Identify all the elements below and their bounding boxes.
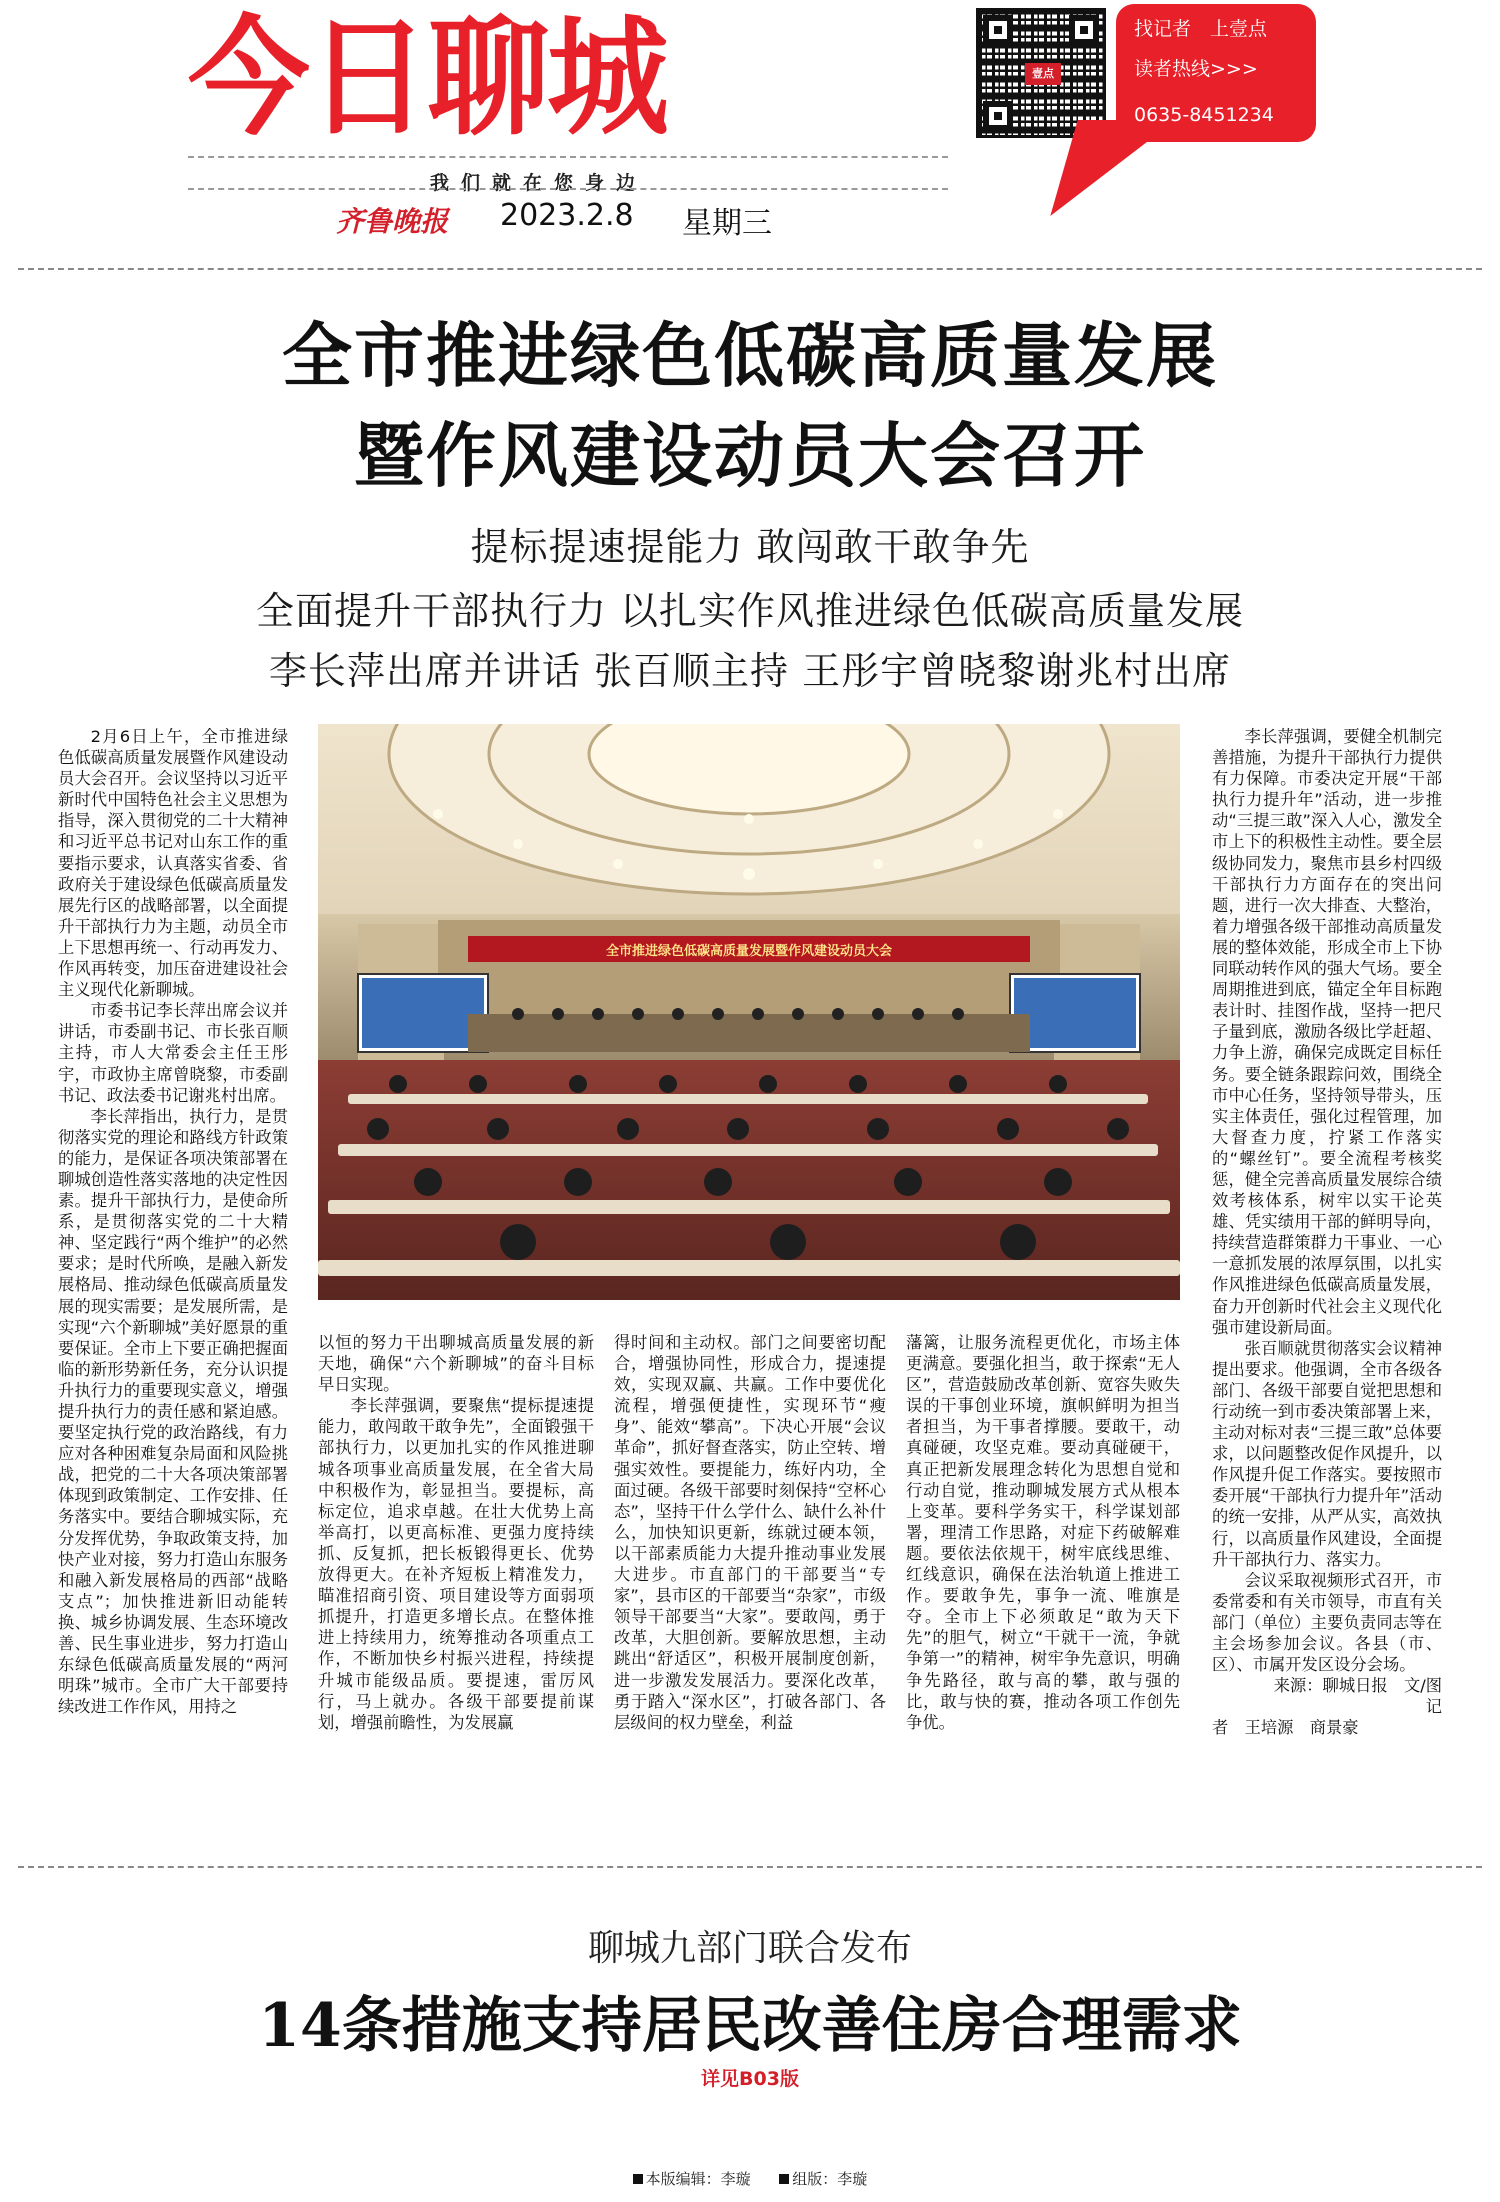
- paragraph: 会议采取视频形式召开，市委常委和有关市领导，市直有关部门（单位）主要负责同志等在主会场参加会议。各县（市、区）、市属开发区设分会场。: [1212, 1570, 1442, 1675]
- masthead: [0, 0, 1500, 270]
- paragraph: 2月6日上午，全市推进绿色低碳高质量发展暨作风建设动员大会召开。会议坚持以习近平新时代中国特色社会主义思想为指导，深入贯彻党的二十大精神和习近平总书记对山东工作的重要指示要求，认真落实省委、省政府关于建设绿色低碳高质量发展先行区的战略部署，以全面提升干部执行力为主题，动员全市上下思想再统一、行动再发力、作风再转变，加压奋进建设社会主义现代化新聊城。: [58, 727, 288, 1000]
- masthead-divider: [18, 268, 1482, 270]
- paragraph: 得时间和主动权。部门之间要密切配合，增强协同性，形成合力，提速提效，实现双赢、共赢。工作中要优化流程，增强便捷性，实现环节“瘦身”、能效“攀高”。下决心开展“会议革命”，抓好督查落实，防止空转、增强实效性。要提能力，练好内功，全面过硬。各级干部要时刻保持“空杯心态”，坚持干什么学什么、缺什么补什么，加快知识更新，练就过硬本领，以干部素质能力大提升推动事业发展大进步。市直部门的干部要当“专家”，县市区的干部要当“杂家”，市级领导干部要当“大家”。要敢闯，勇于改革，大胆创新。要解放思想，主动跳出“舒适区”，积极开展制度创新，进一步激发发展活力。要深化改革，勇于踏入“深水区”，打破各部门、各层级间的权力壁垒，利益: [614, 1333, 886, 1732]
- headline-line-1: 全市推进绿色低碳高质量发展: [282, 314, 1218, 397]
- qr-code-icon[interactable]: [976, 8, 1106, 138]
- masthead-brand: 齐鲁晚报: [336, 205, 449, 238]
- byline: 来源：聊城日报 文/图 记: [1273, 1676, 1459, 1717]
- article-column-4: [906, 1332, 1180, 1733]
- headline-line-2: 暨作风建设动员大会召开: [354, 414, 1146, 497]
- article-column-3: [614, 1332, 886, 1733]
- square-bullet-icon: [779, 2174, 789, 2184]
- masthead-title: 今日聊城: [188, 4, 667, 153]
- page-footer: [0, 2168, 1500, 2189]
- paragraph: 以恒的努力干出聊城高质量发展的新天地，确保“六个新聊城”的奋斗目标早日实现。: [318, 1333, 594, 1395]
- paragraph: 张百顺就贯彻落实会议精神提出要求。他强调，全市各级各部门、各级干部要自觉把思想和行动统一到市委决策部署上来，主动对标对表“三提三敢”总体要求，以问题整改促作风提升，以作风提升促工作落实。要按照市委开展“干部执行力提升年”活动的统一安排，从严从实，高效执行，以高质量作风建设，全面提升干部执行力、落实力。: [1212, 1338, 1442, 1569]
- paragraph: 李长萍指出，执行力，是贯彻落实党的理论和路线方针政策的能力，是保证各项决策部署在聊城创造性落实落地的决定性因素。提升干部执行力，是使命所系，是贯彻落实党的二十大精神、坚定践行“两个维护”的必然要求；是时代所唤，是融入新发展格局、推动绿色低碳高质量发展的现实需要；是发展所需，是实现“六个新聊城”美好愿景的重要保证。全市上下要正确把握面临的新形势新任务，充分认识提升执行力的重要现实意义，增强提升执行力的责任感和紧迫感。要坚定执行党的政治路线，有力应对各种困难复杂局面和风险挑战，把党的二十大各项决策部署体现到政策制定、工作安排、任务落实中。要结合聊城实际，充分发挥优势，争取政策支持，加快产业对接，努力打造山东服务和融入新发展格局的西部“战略支点”；加快推进新旧动能转换、城乡协调发展、生态环境改善、民生事业进步，努力打造山东绿色低碳高质量发展的“两河明珠”城市。全市广大干部要持续改进工作作风，用持之: [58, 1106, 288, 1717]
- bubble-find-reporter: 找记者 上壹点: [1134, 18, 1268, 40]
- subheadline-2: 全面提升干部执行力 以扎实作风推进绿色低碳高质量发展: [255, 589, 1245, 633]
- article-column-1: [58, 726, 288, 1717]
- footer-editor: 本版编辑：李璇: [645, 2170, 751, 2188]
- masthead-slogan: 我们就在您身边: [430, 172, 648, 194]
- subheadline-3: 李长萍出席并讲话 张百顺主持 王彤宇曾晓黎谢兆村出席: [268, 649, 1232, 693]
- subheadline-1: 提标提速提能力 敢闯敢干敢争先: [470, 525, 1030, 569]
- photo-banner-text: 全市推进绿色低碳高质量发展暨作风建设动员大会: [605, 944, 893, 959]
- paragraph: 李长萍强调，要聚焦“提标提速提能力，敢闯敢干敢争先”，全面锻强干部执行力，以更加扎实的作风推进聊城各项事业高质量发展，在全省大局中积极作为，彰显担当。要提标，高标定位，追求卓越。在壮大优势上高举高打，以更高标准、更强力度持续抓、反复抓，把长板锻得更长、优势放得更大。在补齐短板上精准发力，瞄准招商引资、项目建设等方面弱项抓提升，打造更多增长点。在整体推进上持续用力，统筹推动各项重点工作，不断加快乡村振兴进程，持续提升城市能级品质。要提速，雷厉风行，马上就办。各级干部要提前谋划，增强前瞻性，为发展赢: [318, 1396, 594, 1732]
- meeting-photo: [318, 724, 1180, 1300]
- paragraph: 市委书记李长萍出席会议并讲话，市委副书记、市长张百顺主持，市人大常委会主任王彤宇，市政协主席曾晓黎，市委副书记、政法委书记谢兆村出席。: [58, 1001, 288, 1105]
- paragraph: 李长萍强调，要健全机制完善措施，为提升干部执行力提供有力保障。市委决定开展“干部执行力提升年”活动，进一步推动“三提三敢”深入人心，激发全市上下的积极性主动性。要全层级协同发力，聚焦市县乡村四级干部执行力方面存在的突出问题，进行一次大排查、大整治，着力增强各级干部推动高质量发展的整体效能，形成全市上下协同联动转作风的强大气场。要全周期推进到底，锚定全年目标跑表计时、挂图作战，坚持一把尺子量到底，激励各级比学赶超、力争上游，确保完成既定目标任务。要全链条跟踪问效，围绕全市中心任务，坚持领导带头，压实主体责任，强化过程管理，加大督查力度，拧紧工作落实的“螺丝钉”。要全流程考核奖惩，健全完善高质量发展综合绩效考核体系，树牢以实干论英雄、凭实绩用干部的鲜明导向，持续营造群策群力干事业、一心一意抓发展的浓厚氛围，以扎实作风推进绿色低碳高质量发展，奋力开创新时代社会主义现代化强市建设新局面。: [1212, 727, 1442, 1337]
- section-divider: [18, 1866, 1482, 1868]
- article-column-2: [318, 1332, 594, 1733]
- bubble-hotline-number: 0635-8451234: [1134, 104, 1274, 126]
- teaser-headline[interactable]: 14条措施支持居民改善住房合理需求: [258, 1991, 1242, 2061]
- square-bullet-icon: [633, 2174, 643, 2184]
- issue-weekday: 星期三: [682, 206, 772, 241]
- qr-logo: 壹点: [1025, 63, 1061, 85]
- see-page-link[interactable]: 详见B03版: [701, 2068, 799, 2090]
- paragraph: 藩篱，让服务流程更优化，市场主体更满意。要强化担当，敢于探索“无人区”，营造鼓励改革创新、宽容失败失误的干事创业环境，旗帜鲜明为担当者担当，为干事者撑腰。要敢干，动真碰硬，攻坚克难。要动真碰硬干，真正把新发展理念转化为思想自觉和行动自觉，推动聊城发展方式从根本上变革。要科学务实干，科学谋划部署，理清工作思路，对症下药破解难题。要依法依规干，树牢底线思维、红线意识，确保在法治轨道上推进工作。要敢争先，事争一流、唯旗是夺。全市上下必须敢足“敢为天下先”的胆气，树立“干就干一流，争就争第一”的精神，树牢争先意识，明确争先路径，敢与高的攀，敢与强的比，敢与快的赛，推动各项工作创先争优。: [906, 1333, 1180, 1732]
- article-column-5: [1212, 726, 1459, 1739]
- issue-date: 2023.2.8: [500, 198, 634, 233]
- byline-2: 者 王培源 商景豪: [1212, 1718, 1359, 1738]
- meeting-hall-image: [318, 724, 1180, 1300]
- footer-layout: 组版：李璇: [792, 2170, 868, 2188]
- bubble-hotline-label: 读者热线>>>: [1134, 58, 1258, 80]
- masthead-rule: [188, 156, 948, 158]
- teaser-kicker: 聊城九部门联合发布: [587, 1928, 912, 1969]
- masthead-rule-2: [188, 188, 948, 190]
